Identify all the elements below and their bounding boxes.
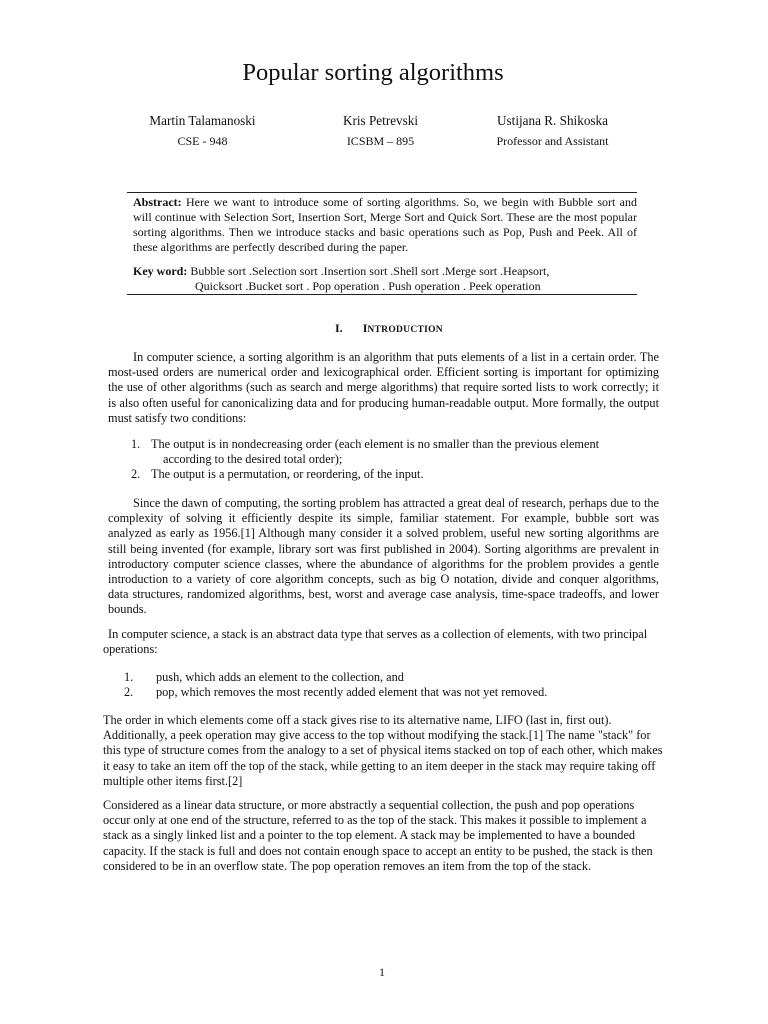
paragraph-history: Since the dawn of computing, the sorting problem has attracted a great deal of research, perhaps due to the complexity of solving it efficiently despite its simple, familiar statement. For example, bubble sort was analyzed as early as 1956.[1] Although many consider it a solved problem, useful new sorting algorithms are still being invented (for example, library sort was first published in 2004). Sorting algorithms are prevalent in introductory computer science classes, where the abundance of algorithms for the problem provides a gentle introduction to a variety of core algorithm concepts, such as big O notation, divide and conquer algorithms, data structures, randomized algorithms, best, worst and average case analysis, time-space tradeoffs, and lower bounds.	[108, 496, 659, 617]
author-affiliation: ICSBM – 895	[346, 134, 415, 148]
list-number: 2.	[131, 467, 141, 482]
keywords	[133, 264, 637, 294]
section-title-rest: NTRODUCTION	[367, 325, 443, 335]
author-name: Ustijana R. Shikoska	[497, 113, 608, 128]
paragraph-linear-structure: Considered as a linear data structure, or more abstractly a sequential collection, the push and pop operations occur only at one end of the structure, referred to as the top of the stack. This makes it possible to implement a stack as a singly linked list and a pointer to the top element. A stack may be implemented to have a bounded capacity. If the stack is full and does not contain enough space to accept an entity to be pushed, the stack is then considered to be in an overflow state. The pop operation removes an item from the top of the stack.	[103, 798, 653, 873]
operations-list	[124, 670, 644, 700]
author-affiliation: CSE - 948	[177, 134, 228, 148]
abstract	[133, 195, 637, 255]
author-block	[303, 113, 458, 149]
author-block	[120, 113, 285, 149]
section-heading	[0, 321, 768, 338]
keywords-label: Key word:	[133, 264, 188, 278]
list-number: 2.	[124, 685, 134, 700]
list-item	[131, 437, 651, 467]
list-number: 1.	[124, 670, 134, 684]
keywords-line-2: Quicksort .Bucket sort . Pop operation . Push operation . Peek operation	[195, 279, 541, 293]
list-item	[124, 685, 644, 700]
abstract-label: Abstract:	[133, 195, 182, 209]
paragraph-lifo: The order in which elements come off a stack gives rise to its alternative name, LIFO (last in, first out). Additionally, a peek operation may give access to the top without modifying the stack.[1] The name "stack" for this type of structure comes from the analogy to a set of physical items stacked on top of each other, which makes it easy to take an item off the top of the stack, while getting to an item deeper in the stack may require taking off multiple other items first.[2]	[103, 713, 663, 788]
keywords-line-1: Bubble sort .Selection sort .Insertion sort .Shell sort .Merge sort .Heapsort,	[190, 264, 550, 278]
section-number: I.	[335, 321, 343, 335]
author-name: Kris Petrevski	[342, 113, 419, 128]
author-affiliation: Professor and Assistant	[496, 134, 609, 148]
conditions-list	[131, 437, 651, 483]
abstract-text: Here we want to introduce some of sorting algorithms. So, we begin with Bubble sort and will continue with Selection Sort, Insertion Sort, Merge Sort and Quick Sort. These are the most popular sorting algorithms. Then we introduce stacks and basic operations such as Pop, Push and Peek. All of these algorithms are perfectly described during the paper.	[133, 195, 638, 254]
page-number: 1	[379, 965, 385, 979]
author-name: Martin Talamanoski	[149, 113, 256, 128]
list-item-text: pop, which removes the most recently added element that was not yet removed.	[156, 685, 548, 700]
list-item	[124, 670, 644, 685]
section-title-initial: I	[362, 321, 368, 335]
author-block	[470, 113, 635, 149]
list-item-line: The output is a permutation, or reordering, of the input.	[151, 467, 424, 482]
list-item-line: according to the desired total order);	[163, 452, 343, 467]
paragraph-stack-intro: In computer science, a stack is an abstract data type that serves as a collection of elements, with two principal operations:	[103, 627, 648, 657]
paper-title: Popular sorting algorithms	[242, 59, 504, 86]
list-item-text: push, which adds an element to the collection, and	[156, 670, 404, 684]
list-item-line: The output is in nondecreasing order (each element is no smaller than the previous element	[151, 437, 600, 451]
list-number: 1.	[131, 437, 141, 451]
abstract-top-rule	[127, 192, 637, 193]
paragraph-intro: In computer science, a sorting algorithm is an algorithm that puts elements of a list in a certain order. The most-used orders are numerical order and lexicographical order. Efficient sorting is important for optimizing the use of other algorithms (such as search and merge algorithms) that require sorted lists to work correctly; it is also often useful for canonicalizing data and for producing human-readable output. More formally, the output must satisfy two conditions:	[108, 350, 659, 425]
list-item	[131, 467, 651, 482]
abstract-bottom-rule	[127, 294, 637, 295]
